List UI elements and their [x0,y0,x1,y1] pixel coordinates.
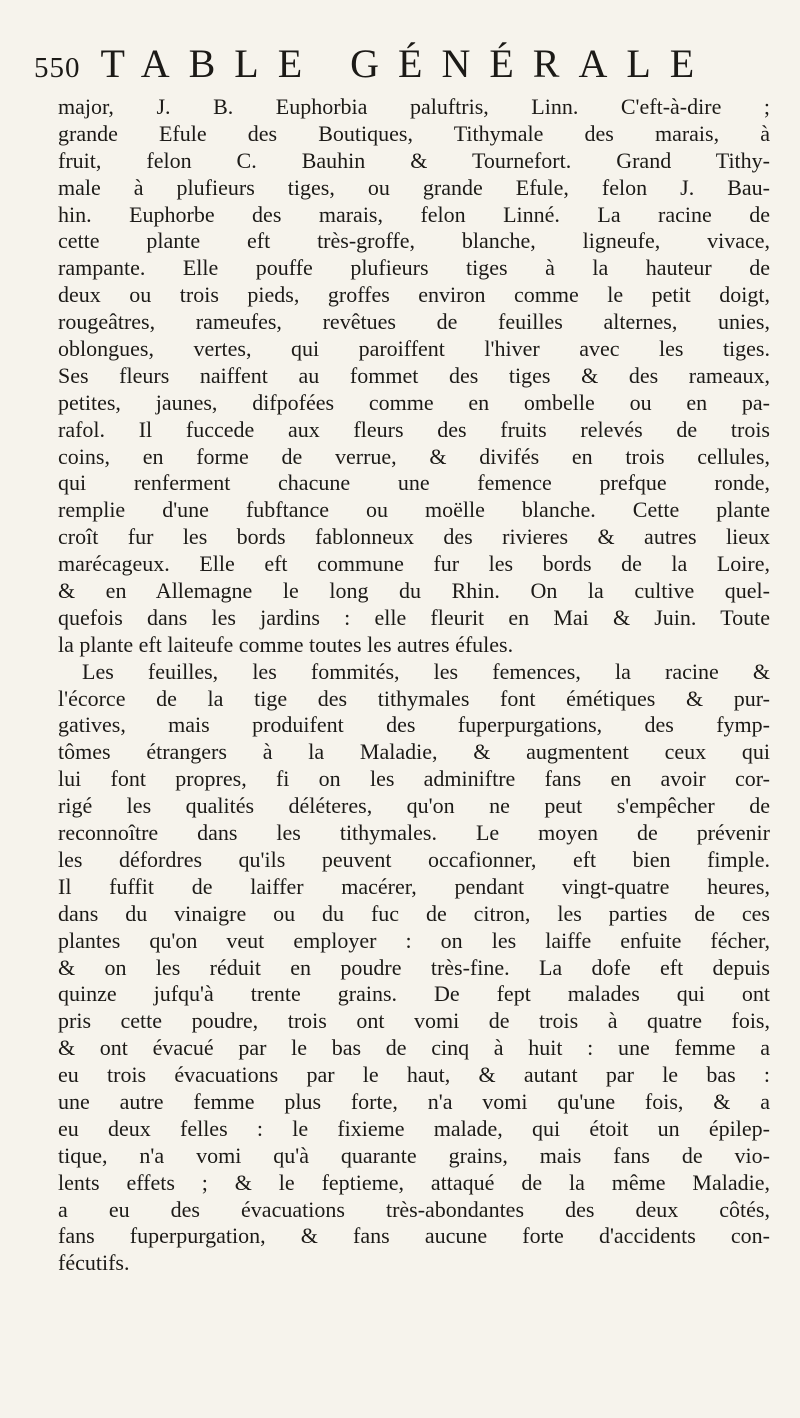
text-line: fans fuperpurgation, & fans aucune forte d'accidents con- [58,1223,770,1249]
text-line: dans du vinaigre ou du fuc de citron, les parties de ces [58,900,770,926]
text-line: eu trois évacuations par le haut, & autant par le bas : [58,1062,770,1088]
text-line: marécageux. Elle eft commune fur les bords de la Loire, [58,551,770,577]
text-line: a eu des évacuations très-abondantes des deux côtés, [58,1196,770,1222]
text-line: male à plufieurs tiges, ou grande Efule, felon J. Bau- [58,174,770,200]
text-line: fruit, felon C. Bauhin & Tournefort. Grand Tithy- [58,147,770,173]
text-line: l'écorce de la tige des tithymales font émétiques & pur- [58,685,770,711]
text-line: deux ou trois pieds, groffes environ comme le petit doigt, [58,282,770,308]
text-line: gatives, mais produifent des fuperpurgations, des fymp- [58,712,770,738]
body-text [58,94,770,1277]
text-line: les défordres qu'ils peuvent occafionner, eft bien fimple. [58,846,770,872]
text-line: Il fuffit de laiffer macérer, pendant vingt-quatre heures, [58,873,770,899]
text-line: grande Efule des Boutiques, Tithymale des marais, à [58,120,770,146]
text-line: lents effets ; & le feptieme, attaqué de la même Maladie, [58,1169,770,1195]
page-number: 550 [34,52,81,84]
text-line: petites, jaunes, difpofées comme en ombelle ou en pa- [58,389,770,415]
text-line: la plante eft laiteufe comme toutes les autres éfules. [58,631,514,657]
page-header [34,40,774,90]
text-line: cette plante eft très-groffe, blanche, ligneufe, vivace, [58,228,770,254]
text-line: reconnoître dans les tithymales. Le moyen de prévenir [58,820,770,846]
text-line: rigé les qualités déléteres, qu'on ne peut s'empêcher de [58,793,770,819]
text-line: eu deux felles : le fixieme malade, qui étoit un épilep- [58,1115,770,1141]
text-line: Les feuilles, les fommités, les femences, la racine & [82,658,770,684]
text-line: pris cette poudre, trois ont vomi de trois à quatre fois, [58,1008,770,1034]
text-line: lui font propres, fi on les adminiftre fans en avoir cor- [58,766,770,792]
text-line: rafol. Il fuccede aux fleurs des fruits relevés de trois [58,416,770,442]
text-line: croît fur les bords fablonneux des rivieres & autres lieux [58,524,770,550]
text-line: fécutifs. [58,1250,130,1276]
text-line: & on les réduit en poudre très-fine. La dofe eft depuis [58,954,770,980]
text-line: une autre femme plus forte, n'a vomi qu'une fois, & a [58,1088,770,1114]
text-line: major, J. B. Euphorbia paluftris, Linn. C'eft-à-dire ; [58,94,770,119]
text-line: coins, en forme de verrue, & divifés en trois cellules, [58,443,770,469]
text-line: remplie d'une fubftance ou moëlle blanche. Cette plante [58,497,770,523]
running-title: TABLE GÉNÉRALE [100,41,714,86]
text-line: & ont évacué par le bas de cinq à huit : une femme a [58,1035,770,1061]
text-line: rampante. Elle pouffe plufieurs tiges à la hauteur de [58,255,770,281]
text-line: quefois dans les jardins : elle fleurit en Mai & Juin. Toute [58,604,770,630]
text-line: rougeâtres, rameufes, revêtues de feuilles alternes, unies, [58,309,770,335]
text-line: oblongues, vertes, qui paroiffent l'hiver avec les tiges. [58,336,770,362]
text-line: plantes qu'on veut employer : on les laiffe enfuite fécher, [58,927,770,953]
text-line: quinze jufqu'à trente grains. De fept malades qui ont [58,981,770,1007]
text-line: hin. Euphorbe des marais, felon Linné. La racine de [58,201,770,227]
text-line: qui renferment chacune une femence prefque ronde, [58,470,770,496]
text-line: Ses fleurs naiffent au fommet des tiges & des rameaux, [58,362,770,388]
text-line: & en Allemagne le long du Rhin. On la cultive quel- [58,578,770,604]
text-line: tique, n'a vomi qu'à quarante grains, mais fans de vio- [58,1142,770,1168]
text-line: tômes étrangers à la Maladie, & augmentent ceux qui [58,739,770,765]
